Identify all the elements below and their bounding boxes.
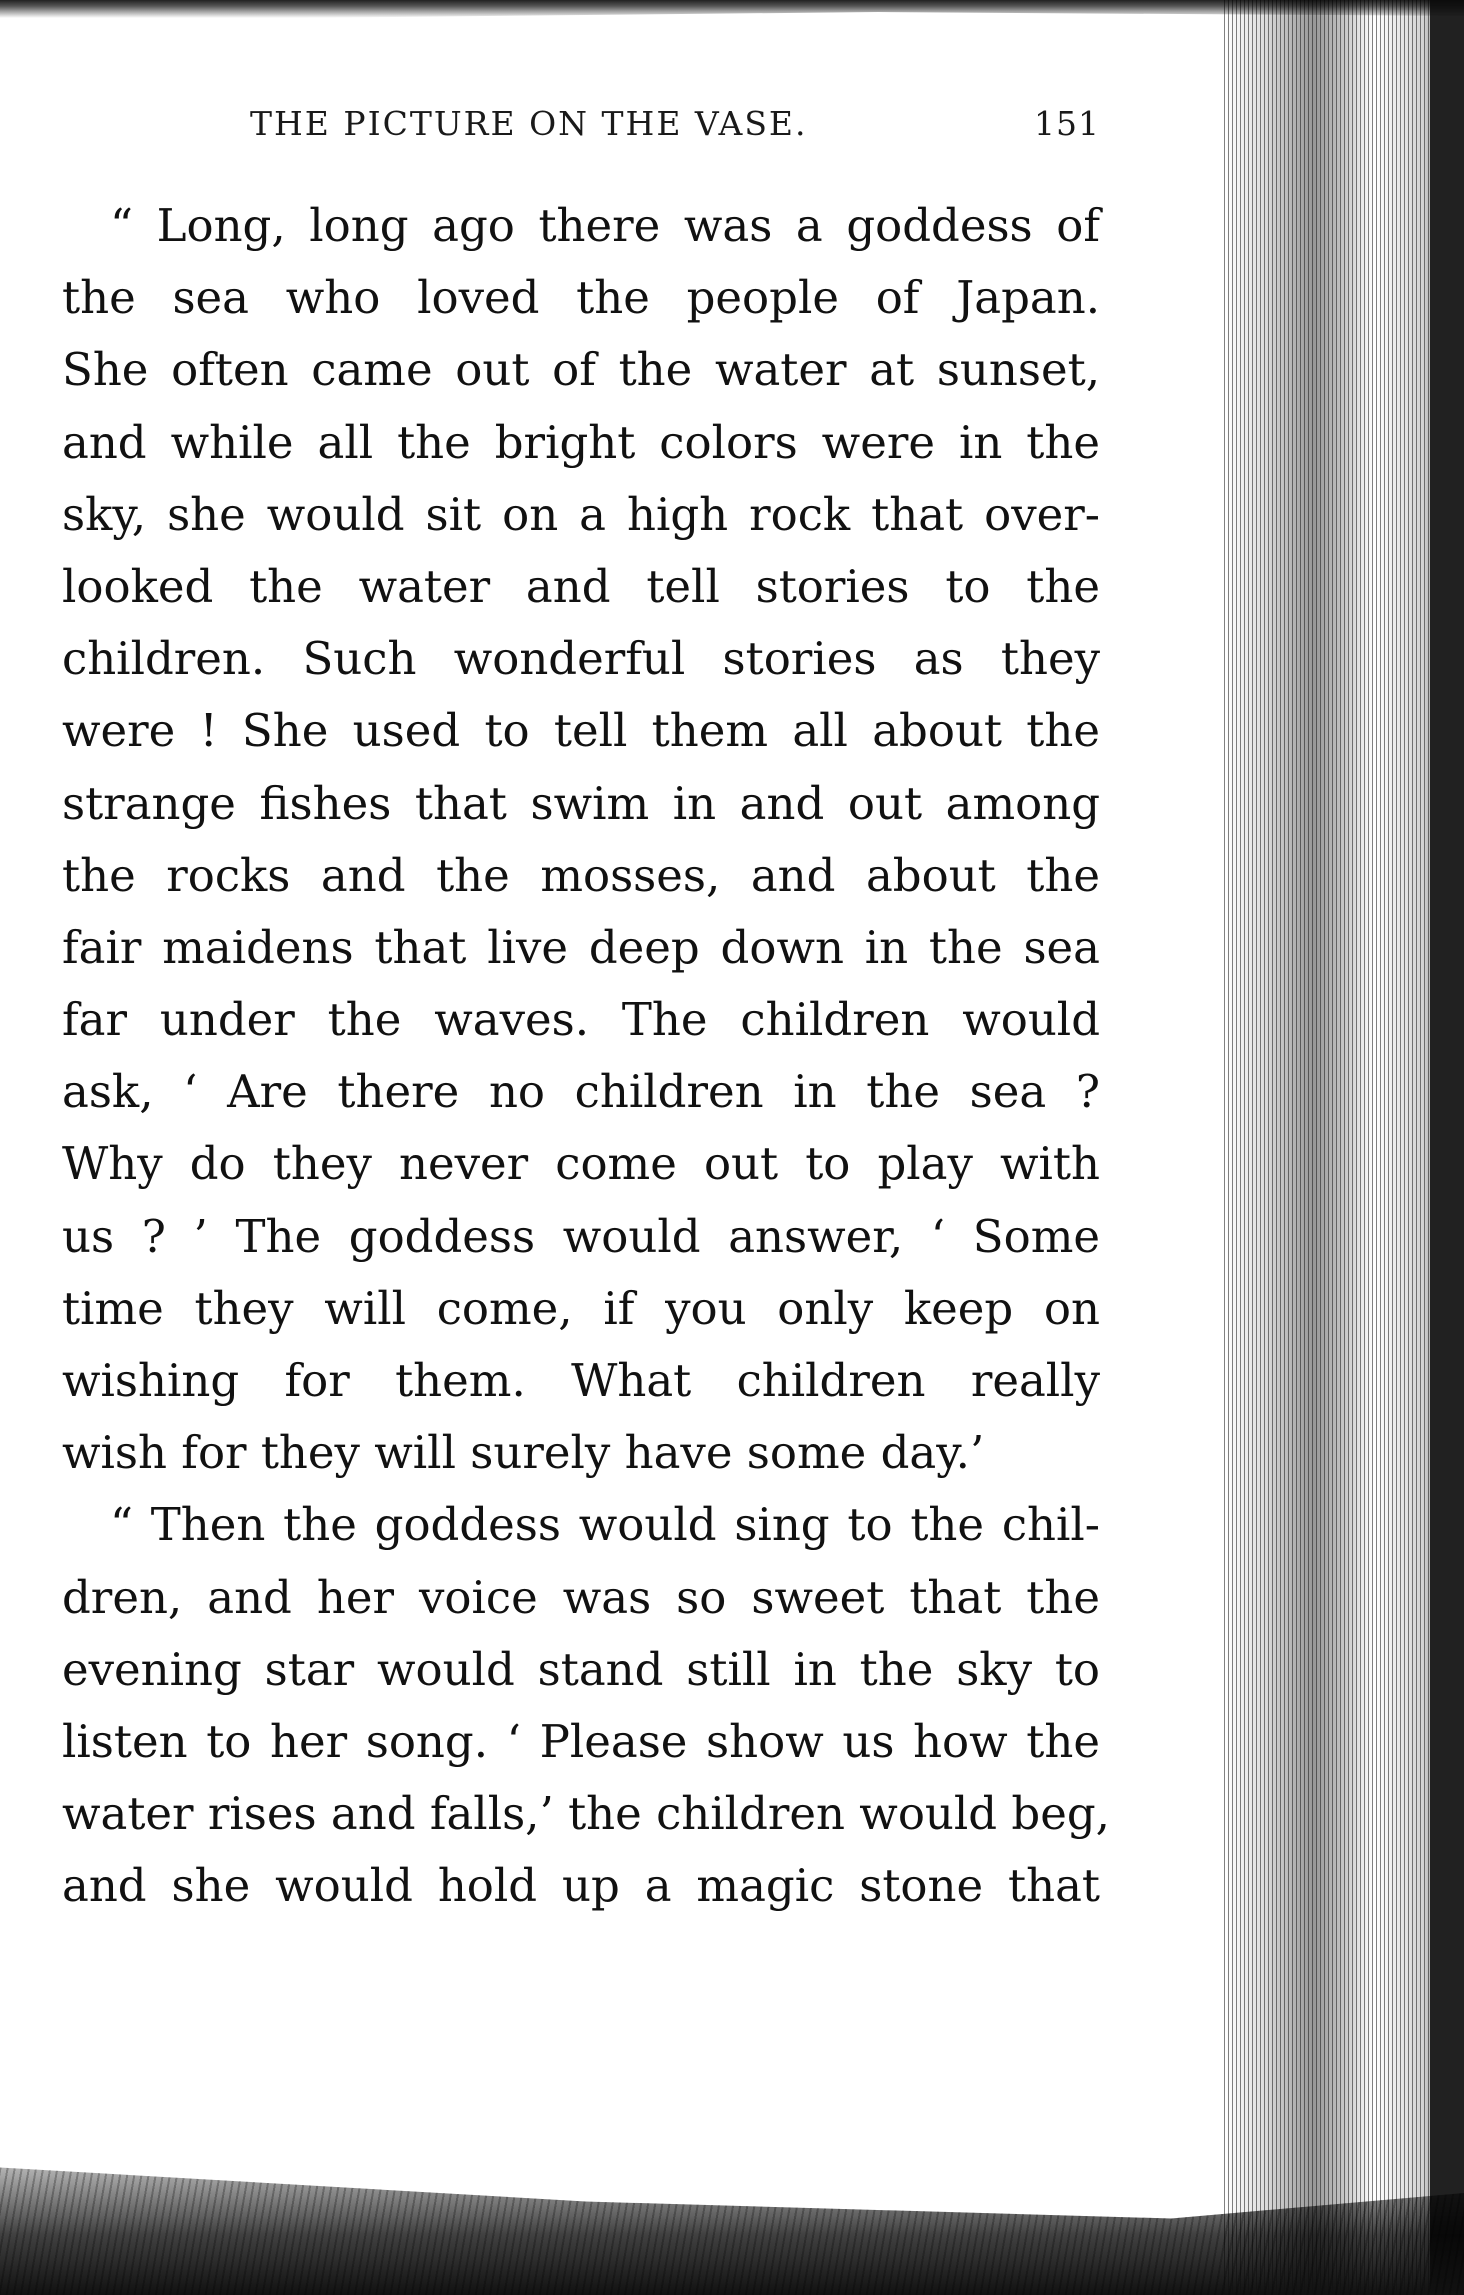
text-line: looked the water and tell stories to the	[62, 559, 1100, 613]
running-head	[250, 104, 1100, 154]
text-line: children. Such wonderful stories as they	[62, 632, 1100, 686]
text-line: dren, and her voice was so sweet that the	[62, 1570, 1100, 1624]
body-text	[62, 190, 1110, 1923]
text-line: water rises and falls,’ the children would beg,	[62, 1787, 1110, 1841]
text-line: the sea who loved the people of Japan.	[62, 271, 1100, 325]
text-line: wishing for them. What children really	[62, 1354, 1100, 1407]
page-number: 151	[1034, 104, 1100, 143]
text-line: She often came out of the water at sunset,	[62, 343, 1100, 397]
text-line: time they will come, if you only keep on	[62, 1281, 1100, 1335]
text-line: ask, ‘ Are there no children in the sea ?	[62, 1065, 1100, 1119]
text-line: and she would hold up a magic stone that	[62, 1859, 1100, 1913]
text-line: Why do they never come out to play with	[62, 1137, 1100, 1191]
text-line: strange fishes that swim in and out among	[62, 776, 1100, 830]
text-line: fair maidens that live deep down in the sea	[62, 920, 1100, 974]
text-line: “ Then the goddess would sing to the chil-	[110, 1498, 1100, 1552]
text-line: were ! She used to tell them all about the	[62, 704, 1100, 758]
text-line: us ? ’ The goddess would answer, ‘ Some	[62, 1209, 1100, 1263]
text-line: evening star would stand still in the sky to	[62, 1642, 1100, 1696]
text-line: and while all the bright colors were in the	[62, 415, 1100, 469]
text-line: “ Long, long ago there was a goddess of	[110, 199, 1100, 252]
text-line: sky, she would sit on a high rock that over-	[62, 487, 1100, 541]
text-line: far under the waves. The children would	[62, 993, 1100, 1047]
text-line: the rocks and the mosses, and about the	[62, 848, 1100, 902]
running-head-title: THE PICTURE ON THE VASE.	[250, 104, 808, 143]
text-line: listen to her song. ‘ Please show us how the	[62, 1714, 1100, 1768]
book-binding-edge	[1224, 0, 1464, 2295]
text-line: wish for they will surely have some day.’	[62, 1426, 985, 1480]
